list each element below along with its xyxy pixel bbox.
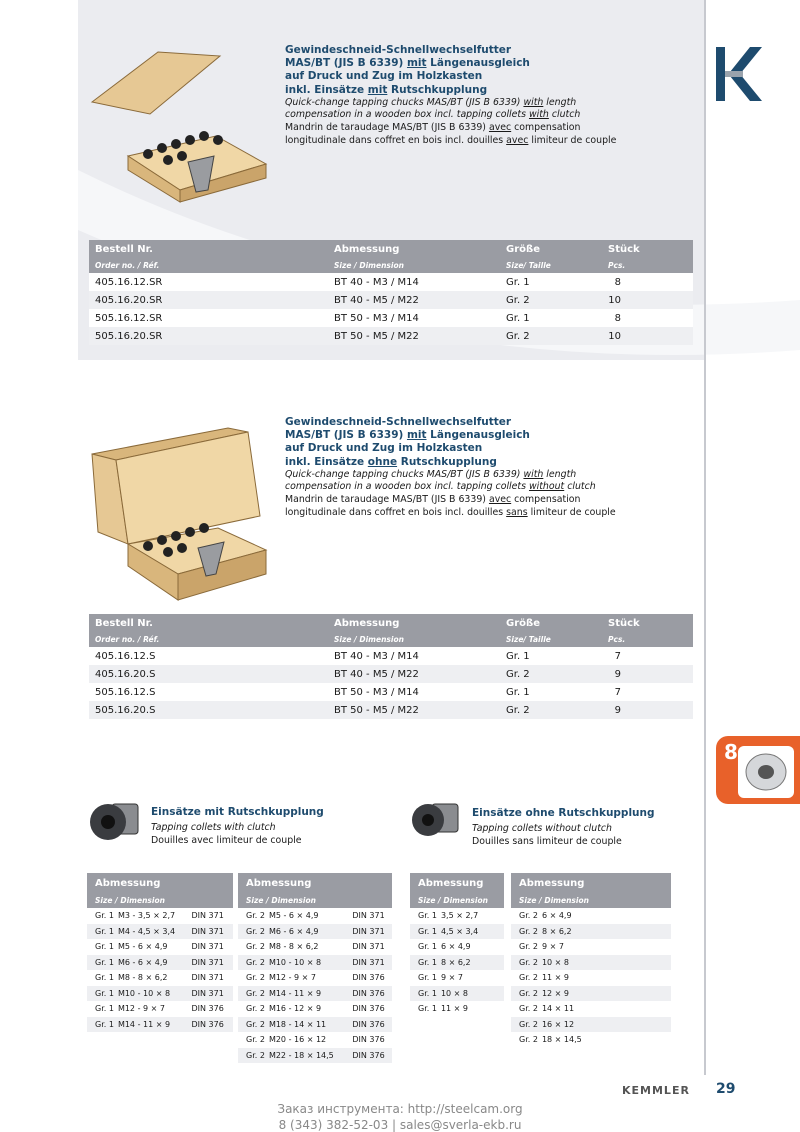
table-cell: Gr. 1 xyxy=(500,683,602,701)
table-cell: Gr. 1 xyxy=(95,973,114,983)
table-cell: Gr. 1 xyxy=(418,942,437,952)
table-cell: Gr. 2 xyxy=(246,942,265,952)
collet-with-clutch-image xyxy=(86,796,144,846)
collet-without-clutch-image xyxy=(408,796,464,844)
table-row xyxy=(511,939,671,955)
inserts-without-title: Einsätze ohne Rutschkupplung xyxy=(472,807,655,819)
table-cell: Gr. 1 xyxy=(95,911,114,921)
page-number: 29 xyxy=(716,1081,736,1097)
table-cell: Gr. 2 xyxy=(246,1004,265,1014)
table-row xyxy=(410,955,504,971)
table-row xyxy=(87,1001,233,1017)
collet-table-4 xyxy=(511,873,671,1048)
table-cell: 11 × 9 xyxy=(440,1004,468,1014)
table-cell: 3,5 × 2,7 xyxy=(440,911,479,921)
table-cell: Gr. 2 xyxy=(246,973,265,983)
table-cell: Gr. 1 xyxy=(87,1017,114,1033)
table-cell: M12 - 9 × 7 xyxy=(268,973,316,983)
table-row xyxy=(238,924,392,940)
product2-title-de-2: MAS/BT (JIS B 6339) mit Längenausgleich xyxy=(285,429,530,442)
table-row xyxy=(511,924,671,940)
table-cell: Gr. 1 xyxy=(418,1004,437,1014)
kemmler-logo xyxy=(716,47,762,101)
inserts-with-title: Einsätze mit Rutschkupplung xyxy=(151,806,324,818)
table-cell: DIN 371 xyxy=(183,924,233,940)
table-cell: BT 40 - M3 / M14 xyxy=(328,273,500,291)
col-subheader-order-no: Order no. / Réf. xyxy=(89,258,328,273)
inserts-without-desc xyxy=(472,822,622,848)
col-header-dimension: Abmessung xyxy=(328,614,500,632)
product2-desc-fr-1: Mandrin de taraudage MAS/BT (JIS B 6339) avec compensation xyxy=(285,493,581,505)
table-cell: Gr. 2 xyxy=(500,701,602,719)
table-cell: Gr. 1 xyxy=(500,273,602,291)
table-cell: 8 × 6,2 xyxy=(538,924,671,940)
col-subheader-order-no: Order no. / Réf. xyxy=(89,632,328,647)
table-cell: Gr. 2 xyxy=(500,665,602,683)
inserts-with-en: Tapping collets with clutch xyxy=(151,822,276,833)
product2-title-de-3: auf Druck und Zug im Holzkasten xyxy=(285,442,483,455)
table-cell: Gr. 1 xyxy=(87,986,114,1002)
col-subheader-pcs: Pcs. xyxy=(602,258,693,273)
collet-table-subheader: Size / Dimension xyxy=(511,893,671,908)
product1-desc-en-1: Quick-change tapping chucks MAS/BT (JIS B 6339) with length xyxy=(285,96,577,108)
table-row xyxy=(511,955,671,971)
table-row xyxy=(87,986,233,1002)
table-cell: Gr. 1 xyxy=(95,1004,114,1014)
table-row xyxy=(238,1048,392,1064)
table-row xyxy=(89,327,693,345)
col-header-order-no: Bestell Nr. xyxy=(89,614,328,632)
footer-brand: KEMMLER xyxy=(622,1084,690,1097)
inserts-without-fr: Douilles sans limiteur de couple xyxy=(472,836,622,847)
table-cell: Gr. 2 xyxy=(519,1035,538,1045)
table-row xyxy=(89,273,693,291)
wooden-box-image-2 xyxy=(88,424,270,604)
col-header-pcs: Stück xyxy=(602,240,693,258)
product1-desc-fr-1: Mandrin de taraudage MAS/BT (JIS B 6339) avec compensation xyxy=(285,121,581,133)
collet-table-header: Abmessung xyxy=(238,873,392,893)
table-cell: DIN 371 xyxy=(344,955,392,971)
table-cell: DIN 371 xyxy=(352,911,385,921)
inserts-without-en: Tapping collets without clutch xyxy=(472,823,612,834)
table-cell: 505.16.20.SR xyxy=(89,327,328,345)
table-row xyxy=(511,970,671,986)
table-cell: 8 xyxy=(602,273,693,291)
col-subheader-dimension: Size / Dimension xyxy=(328,258,500,273)
table-row xyxy=(87,955,233,971)
table-cell: Gr. 2 xyxy=(519,1004,538,1014)
col-subheader-size: Size/ Taille xyxy=(500,632,602,647)
table-row xyxy=(238,1032,392,1048)
table-cell: 10 × 8 xyxy=(538,955,671,971)
table-cell: 505.16.12.SR xyxy=(89,309,328,327)
table-cell: DIN 376 xyxy=(344,1048,392,1064)
table-cell: DIN 371 xyxy=(183,955,233,971)
table-cell: Gr. 2 xyxy=(500,327,602,345)
table-row xyxy=(89,647,693,665)
table-cell: Gr. 1 xyxy=(410,986,437,1002)
table-cell: Gr. 1 xyxy=(87,924,114,940)
col-header-size: Größe xyxy=(500,240,602,258)
table-cell: BT 50 - M3 / M14 xyxy=(328,683,500,701)
table-cell: Gr. 1 xyxy=(95,942,114,952)
table-cell: BT 50 - M5 / M22 xyxy=(328,701,500,719)
col-subheader-dimension: Size / Dimension xyxy=(328,632,500,647)
table-cell: M12 - 9 × 7 xyxy=(117,1004,165,1014)
col-header-size: Größe xyxy=(500,614,602,632)
table-cell: 10 × 8 xyxy=(437,986,504,1002)
table-cell: 6 × 4,9 xyxy=(440,942,471,952)
table-cell: Gr. 2 xyxy=(238,986,265,1002)
collet-table-1 xyxy=(87,873,233,1032)
table-cell: DIN 376 xyxy=(352,973,385,983)
table-cell: M14 - 11 × 9 xyxy=(114,1017,184,1033)
table-cell: DIN 371 xyxy=(191,973,224,983)
table-cell: Gr. 2 xyxy=(519,942,538,952)
table-cell: M16 - 12 × 9 xyxy=(268,1004,322,1014)
table-cell: 7 xyxy=(602,683,693,701)
inserts-with-desc xyxy=(151,821,302,847)
table-cell: 505.16.12.S xyxy=(89,683,328,701)
table-row xyxy=(511,1017,671,1033)
table-row xyxy=(238,939,392,955)
collet-table-header: Abmessung xyxy=(511,873,671,893)
table-cell: 8 xyxy=(602,309,693,327)
table-row xyxy=(89,683,693,701)
table-cell: M14 - 11 × 9 xyxy=(265,986,344,1002)
table-cell: BT 40 - M3 / M14 xyxy=(328,647,500,665)
collet-table-header: Abmessung xyxy=(410,873,504,893)
table-cell: Gr. 2 xyxy=(500,291,602,309)
collet-icon xyxy=(738,746,794,798)
table-row xyxy=(87,939,233,955)
table-row xyxy=(238,1001,392,1017)
table-cell: Gr. 2 xyxy=(519,911,538,921)
table-cell: BT 50 - M3 / M14 xyxy=(328,309,500,327)
table-row xyxy=(238,986,392,1002)
table-cell: DIN 376 xyxy=(352,1004,385,1014)
table-cell: 8 × 6,2 xyxy=(437,955,504,971)
table-cell: Gr. 1 xyxy=(418,911,437,921)
table-row xyxy=(89,309,693,327)
table-row xyxy=(410,986,504,1002)
table-row xyxy=(511,986,671,1002)
product2-desc-en-2: compensation in a wooden box incl. tapping collets without clutch xyxy=(285,480,596,492)
table-cell: BT 40 - M5 / M22 xyxy=(328,665,500,683)
table-cell: BT 40 - M5 / M22 xyxy=(328,291,500,309)
table-cell: 405.16.20.S xyxy=(89,665,328,683)
table-cell: 405.16.12.S xyxy=(89,647,328,665)
product1-desc-fr-2: longitudinale dans coffret en bois incl. douilles avec limiteur de couple xyxy=(285,135,617,147)
table-cell: M10 - 10 × 8 xyxy=(114,986,184,1002)
product1-heading xyxy=(285,44,616,147)
product2-title-de-4: inkl. Einsätze ohne Rutschkupplung xyxy=(285,455,497,468)
table-cell: DIN 376 xyxy=(191,1004,224,1014)
table-row xyxy=(89,701,693,719)
collet-table-subheader: Size / Dimension xyxy=(410,893,504,908)
table-cell: DIN 371 xyxy=(352,942,385,952)
section-number: 8 xyxy=(724,740,738,764)
table-row xyxy=(87,908,233,924)
table-row xyxy=(410,939,504,955)
inserts-with-fr: Douilles avec limiteur de couple xyxy=(151,835,302,846)
table-cell: Gr. 2 xyxy=(511,1017,538,1033)
product1-title-de-1: Gewindeschneid-Schnellwechselfutter xyxy=(285,44,512,56)
table-row xyxy=(410,970,504,986)
table-row xyxy=(89,665,693,683)
product2-desc-en-1: Quick-change tapping chucks MAS/BT (JIS B 6339) with length xyxy=(285,468,577,480)
collet-table-2 xyxy=(238,873,392,1063)
table-cell: Gr. 1 xyxy=(410,955,437,971)
table-cell: M5 - 6 × 4,9 xyxy=(117,942,168,952)
table-cell: 7 xyxy=(602,647,693,665)
table-cell: Gr. 2 xyxy=(511,986,538,1002)
product1-title-de-4: inkl. Einsätze mit Rutschkupplung xyxy=(285,83,488,96)
table-cell: DIN 376 xyxy=(183,1017,233,1033)
table-cell: DIN 371 xyxy=(344,924,392,940)
contact-line-1[interactable]: Заказ инструмента: http://steelcam.org xyxy=(277,1102,523,1116)
table-cell: Gr. 1 xyxy=(500,309,602,327)
table-cell: 9 xyxy=(602,665,693,683)
table-cell: Gr. 1 xyxy=(410,924,437,940)
table-cell: Gr. 2 xyxy=(511,955,538,971)
col-subheader-size: Size/ Taille xyxy=(500,258,602,273)
table-cell: 18 × 14,5 xyxy=(541,1035,582,1045)
table-cell: M5 - 6 × 4,9 xyxy=(268,911,319,921)
table-row xyxy=(87,970,233,986)
product1-title-de-2: MAS/BT (JIS B 6339) mit Längenausgleich xyxy=(285,57,530,70)
table-row xyxy=(238,955,392,971)
wooden-box-image xyxy=(88,44,270,204)
section-tab[interactable] xyxy=(716,736,800,804)
product1-desc-en-2: compensation in a wooden box incl. tapping collets with clutch xyxy=(285,108,581,120)
table-cell: DIN 371 xyxy=(183,986,233,1002)
col-subheader-pcs: Pcs. xyxy=(602,632,693,647)
table-cell: 16 × 12 xyxy=(538,1017,671,1033)
table-cell: 505.16.20.S xyxy=(89,701,328,719)
collet-table-subheader: Size / Dimension xyxy=(238,893,392,908)
table-cell: 11 × 9 xyxy=(541,973,569,983)
table-cell: Gr. 2 xyxy=(519,973,538,983)
table-cell: M8 - 8 × 6,2 xyxy=(117,973,168,983)
col-header-dimension: Abmessung xyxy=(328,240,500,258)
col-header-pcs: Stück xyxy=(602,614,693,632)
table-row xyxy=(410,908,504,924)
table-cell: Gr. 2 xyxy=(246,1035,265,1045)
table-cell: 9 xyxy=(602,701,693,719)
table-cell: 405.16.12.SR xyxy=(89,273,328,291)
table-row xyxy=(238,1017,392,1033)
table-cell: DIN 376 xyxy=(344,1017,392,1033)
table-cell: DIN 376 xyxy=(352,1035,385,1045)
table-cell: Gr. 2 xyxy=(246,911,265,921)
collet-table-3 xyxy=(410,873,504,1017)
table-cell: M20 - 16 × 12 xyxy=(268,1035,327,1045)
page-divider xyxy=(704,0,706,1075)
table-cell: 14 × 11 xyxy=(541,1004,575,1014)
table-cell: 6 × 4,9 xyxy=(541,911,572,921)
order-table-2 xyxy=(89,614,693,719)
table-cell: 10 xyxy=(602,291,693,309)
collet-table-header: Abmessung xyxy=(87,873,233,893)
table-row xyxy=(410,1001,504,1017)
col-header-order-no: Bestell Nr. xyxy=(89,240,328,258)
table-cell: Gr. 2 xyxy=(238,955,265,971)
table-row xyxy=(238,970,392,986)
table-row xyxy=(511,1001,671,1017)
table-cell: 10 xyxy=(602,327,693,345)
table-cell: DIN 371 xyxy=(191,911,224,921)
table-cell: Gr. 2 xyxy=(238,924,265,940)
table-cell: 9 × 7 xyxy=(541,942,564,952)
contact-line-2[interactable]: 8 (343) 382-52-03 | sales@sverla-ekb.ru xyxy=(278,1118,522,1132)
product2-desc-fr-2: longitudinale dans coffret en bois incl. douilles sans limiteur de couple xyxy=(285,507,616,519)
collet-table-subheader: Size / Dimension xyxy=(87,893,233,908)
table-row xyxy=(238,908,392,924)
table-cell: M8 - 8 × 6,2 xyxy=(268,942,319,952)
table-row xyxy=(511,1032,671,1048)
table-cell: Gr. 2 xyxy=(511,924,538,940)
product2-title-de-1: Gewindeschneid-Schnellwechselfutter xyxy=(285,416,512,428)
table-row xyxy=(89,291,693,309)
table-cell: DIN 371 xyxy=(191,942,224,952)
table-cell: Gr. 2 xyxy=(238,1048,265,1064)
table-cell: Gr. 2 xyxy=(238,1017,265,1033)
table-cell: 4,5 × 3,4 xyxy=(437,924,504,940)
table-cell: M4 - 4,5 × 3,4 xyxy=(114,924,184,940)
table-cell: M22 - 18 × 14,5 xyxy=(265,1048,344,1064)
table-cell: M6 - 6 × 4,9 xyxy=(114,955,184,971)
table-row xyxy=(87,1017,233,1033)
table-cell: M18 - 14 × 11 xyxy=(265,1017,344,1033)
table-cell: BT 50 - M5 / M22 xyxy=(328,327,500,345)
product2-heading xyxy=(285,416,616,519)
table-cell: M3 - 3,5 × 2,7 xyxy=(117,911,176,921)
table-cell: M6 - 6 × 4,9 xyxy=(265,924,344,940)
table-cell: 12 × 9 xyxy=(538,986,671,1002)
order-table-1 xyxy=(89,240,693,345)
table-cell: Gr. 1 xyxy=(500,647,602,665)
table-cell: M10 - 10 × 8 xyxy=(265,955,344,971)
table-row xyxy=(511,908,671,924)
table-cell: 405.16.20.SR xyxy=(89,291,328,309)
table-cell: Gr. 1 xyxy=(87,955,114,971)
table-row xyxy=(87,924,233,940)
product1-title-de-3: auf Druck und Zug im Holzkasten xyxy=(285,70,483,83)
table-cell: 9 × 7 xyxy=(440,973,463,983)
table-row xyxy=(410,924,504,940)
table-cell: DIN 376 xyxy=(344,986,392,1002)
table-cell: Gr. 1 xyxy=(418,973,437,983)
